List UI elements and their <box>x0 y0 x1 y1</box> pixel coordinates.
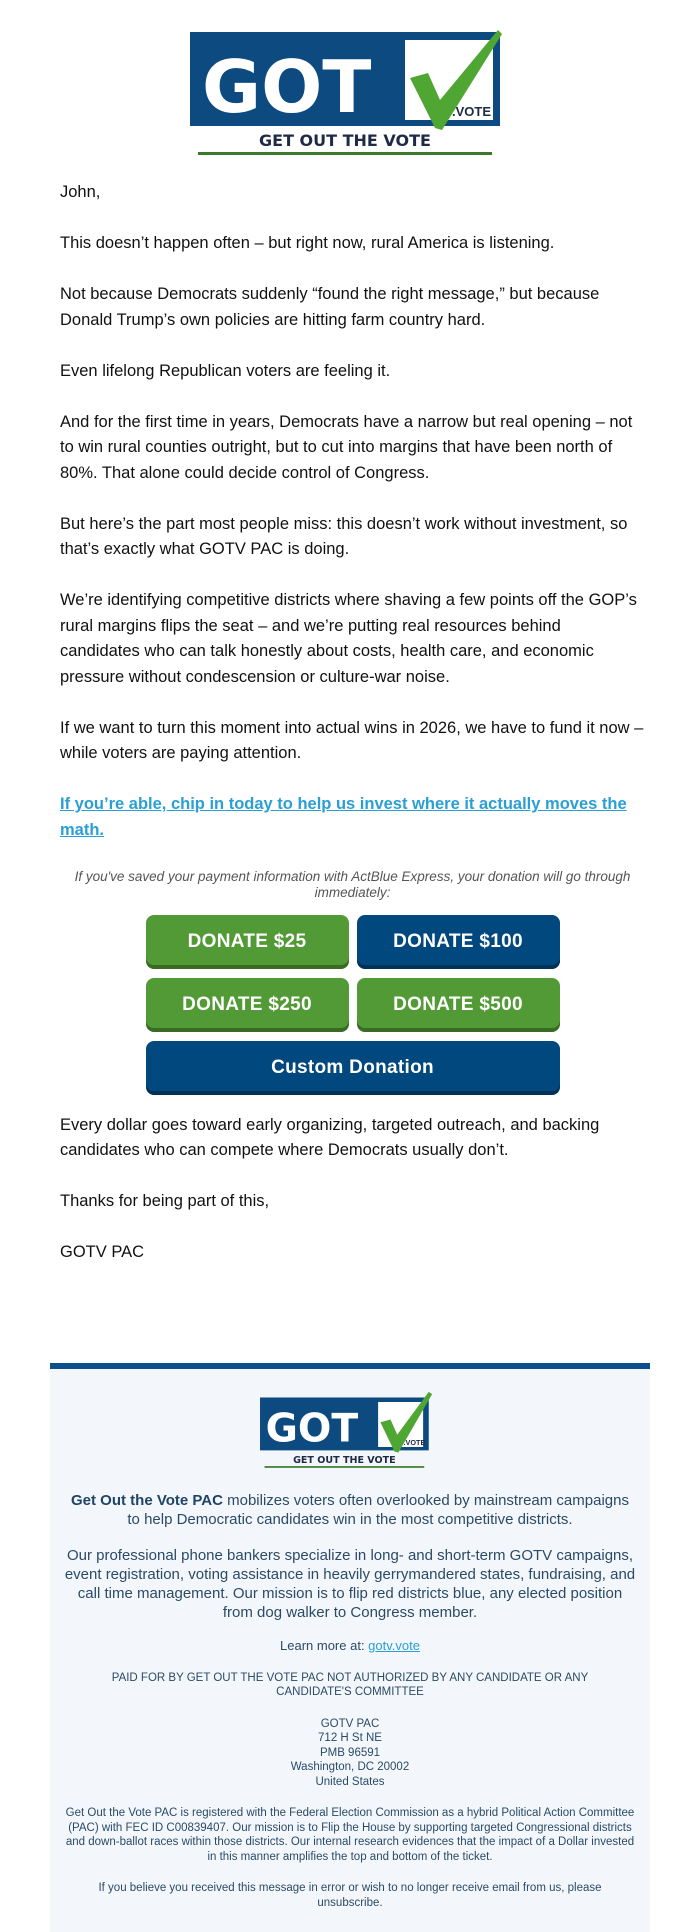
address-line: 712 H St NE <box>318 1732 382 1744</box>
paragraph: This doesn’t happen often – but right now, rural America is listening. <box>60 234 555 252</box>
paragraph: If we want to turn this moment into actual wins in 2026, we have to fund it now – while voters are paying attention. <box>60 718 644 762</box>
fec-disclaimer: Get Out the Vote PAC is registered with the Federal Election Commission as a hybrid Political Action Committee (PAC) with FEC ID C00839407. Our mission is to Flip the House by supporting targeted Congressional districts and down-ballot races within those districts. Our internal research evidences that the impact of a Dollar invested in this manner amplifies the top and bottom of the ticket. <box>65 1807 635 1863</box>
sign-off: Thanks for being part of this, <box>60 1192 270 1210</box>
closing-paragraph: Every dollar goes toward early organizing, targeted outreach, and backing candidates who can compete where Democrats usually don’t. <box>60 1115 600 1159</box>
address <box>50 1717 650 1790</box>
paragraph: And for the first time in years, Democrats have a narrow but real opening – not to win rural counties outright, but to cut into margins that have been north of 80%. That alone could decide control of Congress. <box>60 412 633 482</box>
svg-text:GOT: GOT <box>202 45 372 129</box>
svg-text:.VOTE: .VOTE <box>452 104 492 119</box>
donate-cta-link[interactable]: If you’re able, chip in today to help us invest where it actually moves the math. <box>60 795 627 839</box>
svg-text:GET OUT THE VOTE: GET OUT THE VOTE <box>293 1454 396 1466</box>
mission-text: Our professional phone bankers specialize in long- and short-term GOTV campaigns, event registration, voting assistance in heavily gerrymandered states, fundraising, and call time management. Our mission is to flip red districts blue, any elected position from dog walker to Congress member. <box>64 1547 636 1621</box>
signature: GOTV PAC <box>60 1243 145 1261</box>
svg-text:GET OUT THE VOTE: GET OUT THE VOTE <box>259 131 431 150</box>
website-link[interactable]: gotv.vote <box>368 1638 420 1653</box>
address-line: United States <box>315 1775 385 1788</box>
org-name: Get Out the Vote PAC <box>71 1492 223 1509</box>
address-line: PMB 96591 <box>319 1746 381 1759</box>
footer <box>50 1363 650 1932</box>
learn-more-label: Learn more at: <box>280 1638 369 1653</box>
donate-250-button[interactable]: DONATE $250 <box>146 978 349 1032</box>
donate-500-button[interactable]: DONATE $500 <box>357 978 560 1032</box>
greeting: John, <box>60 183 101 201</box>
express-note: If you've saved your payment information with ActBlue Express, your donation will go through immediately: <box>74 868 631 900</box>
gotv-logo <box>190 28 510 156</box>
email-body <box>60 180 645 1291</box>
paragraph: But here’s the part most people miss: this doesn’t work without investment, so that’s exactly what GOTV PAC is doing. <box>60 514 628 558</box>
address-line: GOTV PAC <box>320 1717 380 1730</box>
svg-text:.VOTE: .VOTE <box>403 1437 426 1447</box>
svg-text:GOT: GOT <box>265 1405 359 1452</box>
paragraph: Even lifelong Republican voters are feeling it. <box>60 361 391 380</box>
custom-donation-button[interactable]: Custom Donation <box>146 1041 560 1095</box>
paragraph: Not because Democrats suddenly “found the right message,” but because Donald Trump’s own policies are hitting farm country hard. <box>60 285 600 329</box>
intro-text: mobilizes voters often overlooked by mainstream campaigns to help Democratic candidates win in the most competitive districts. <box>127 1492 629 1528</box>
address-line: Washington, DC 20002 <box>290 1761 410 1773</box>
donate-100-button[interactable]: DONATE $100 <box>357 915 560 969</box>
paid-for-disclaimer: PAID FOR BY GET OUT THE VOTE PAC NOT AUTHORIZED BY ANY CANDIDATE OR ANY CANDIDATE'S COMMITTEE <box>111 1671 589 1698</box>
unsubscribe-text[interactable]: If you believe you received this message in error or wish to no longer receive email from us, please unsubscribe. <box>98 1882 602 1909</box>
donation-buttons <box>146 915 560 1095</box>
footer-gotv-logo <box>260 1389 440 1469</box>
donate-25-button[interactable]: DONATE $25 <box>146 915 349 969</box>
paragraph: We’re identifying competitive districts where shaving a few points off the GOP’s rural margins flips the seat – and we’re putting real resources behind candidates who can talk honestly about costs, health care, and economic pressure without condescension or culture-war noise. <box>60 591 637 686</box>
